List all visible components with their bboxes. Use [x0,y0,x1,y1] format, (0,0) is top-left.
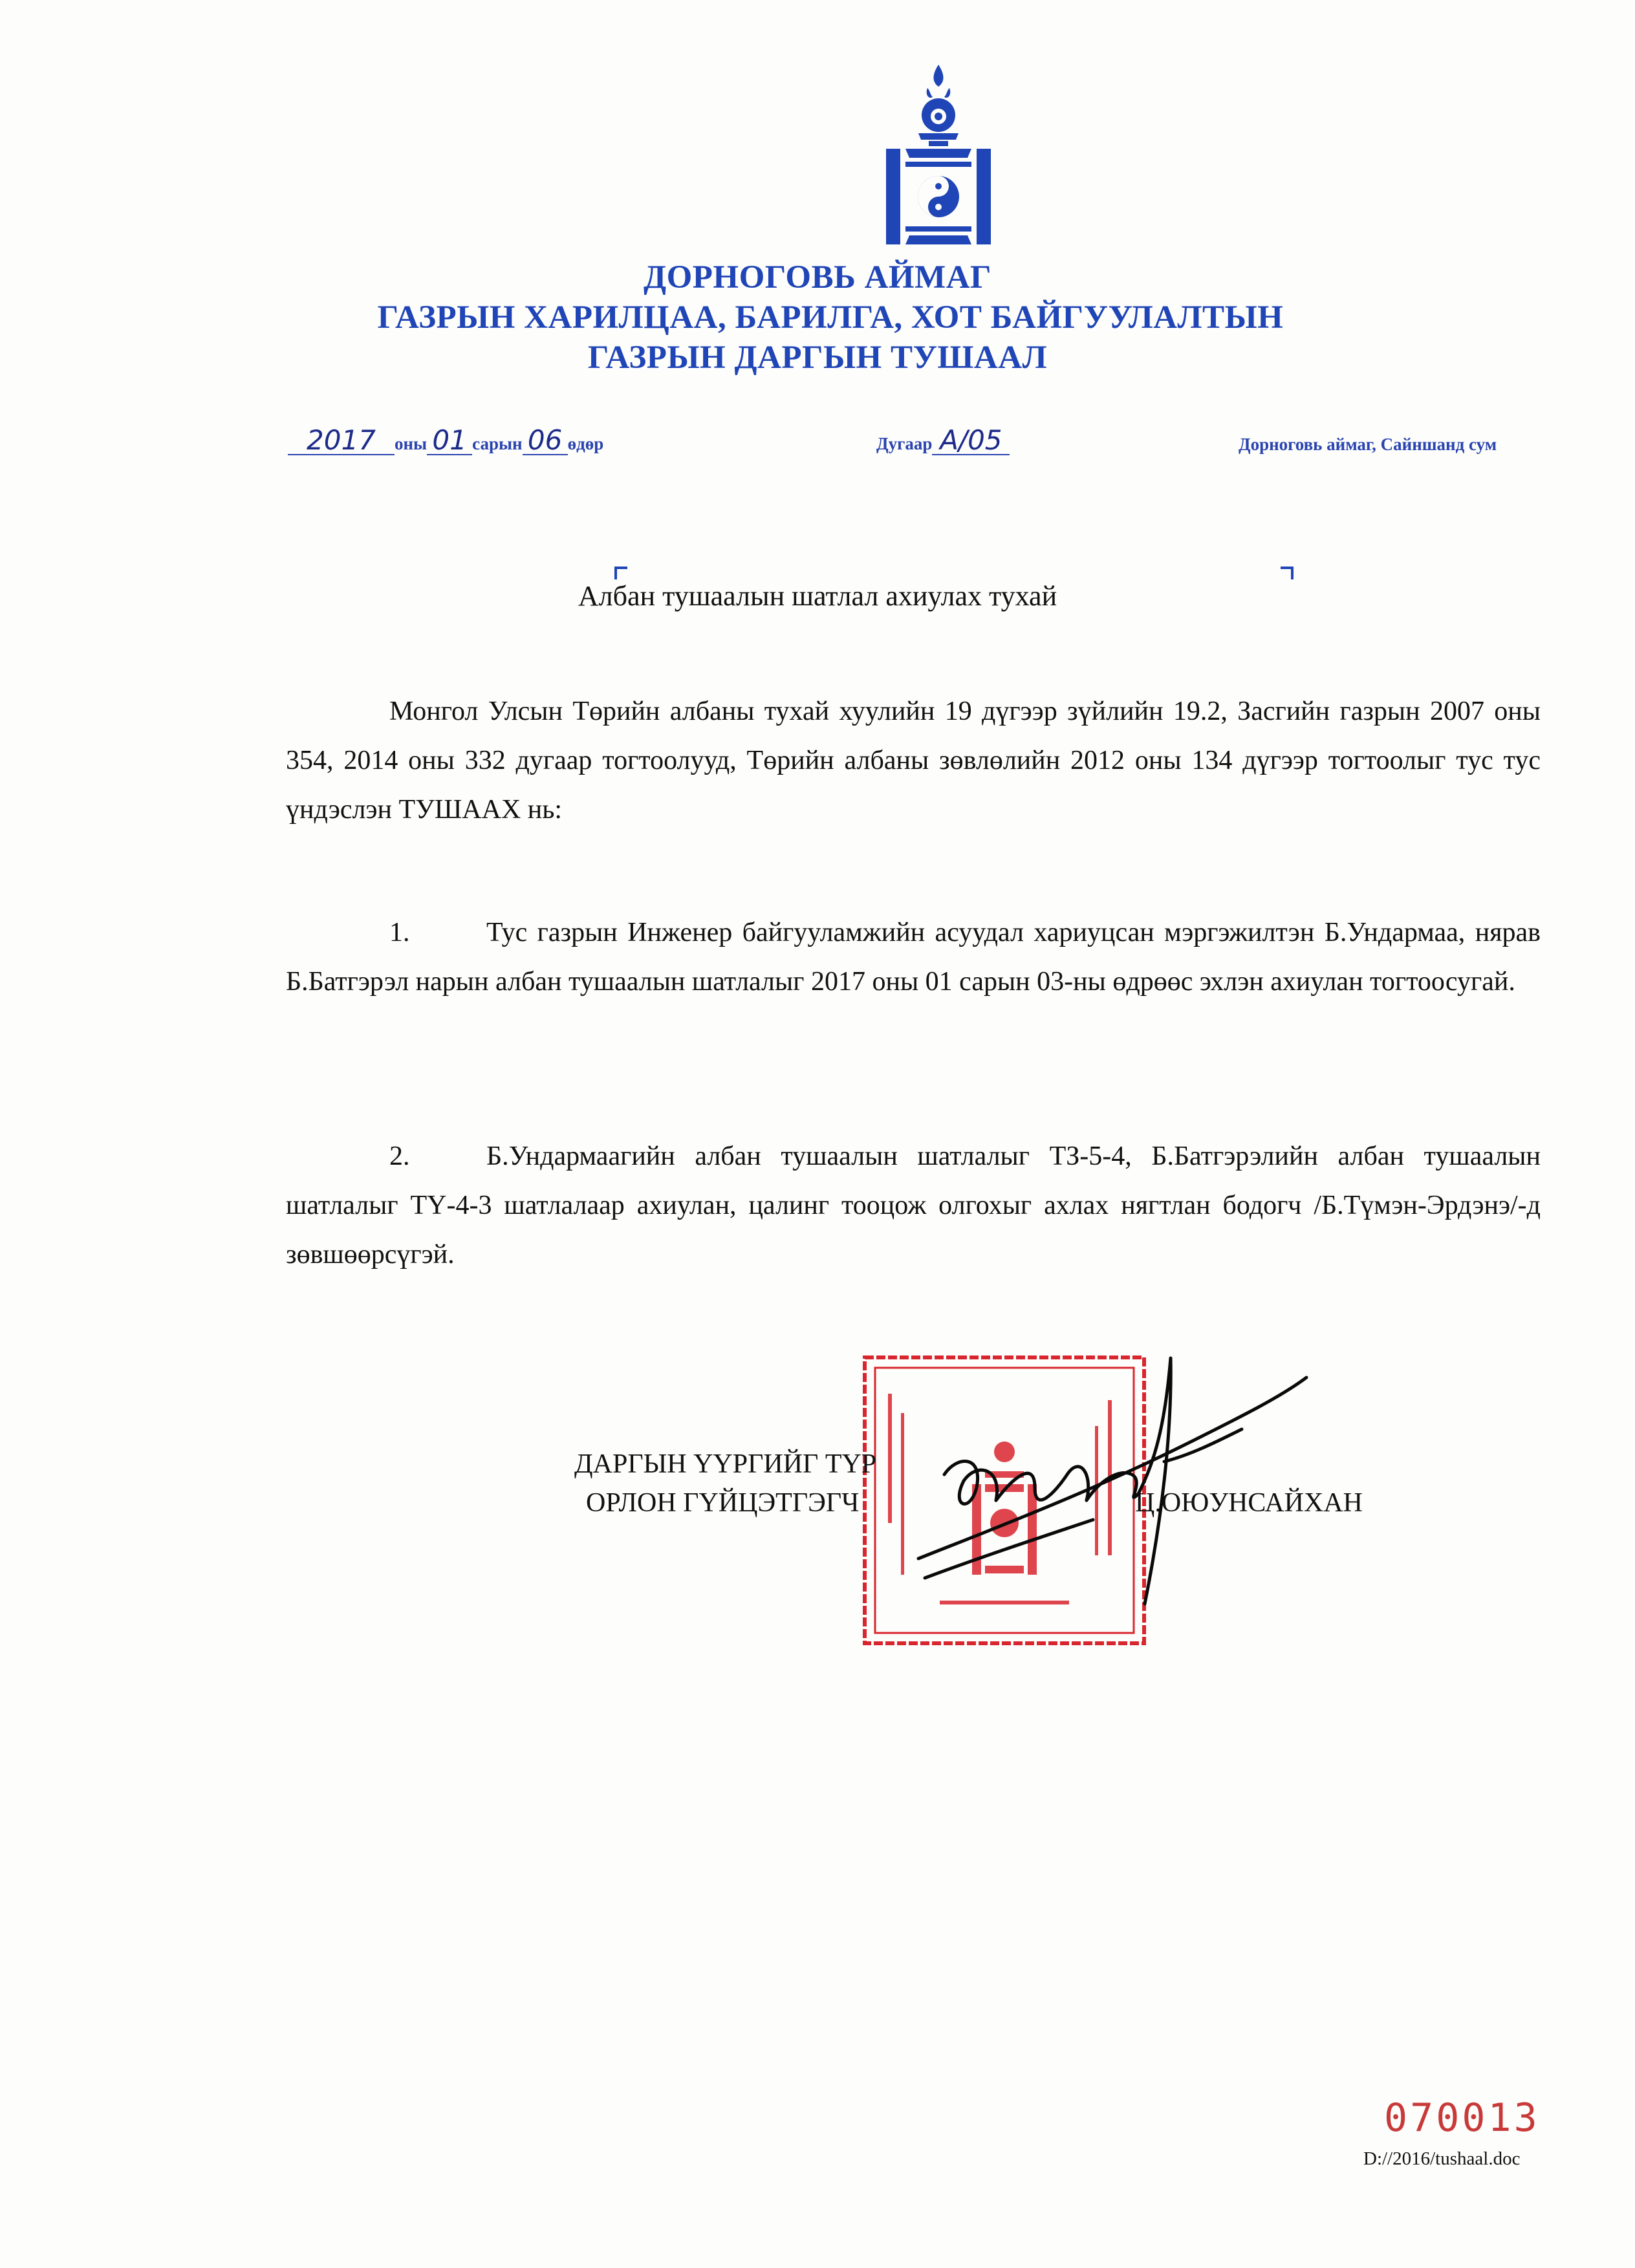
handwritten-signature [905,1345,1319,1617]
signatory-title-line-1: ДАРГЫН ҮҮРГИЙГ ТҮР [574,1449,877,1479]
document-number [876,424,1010,456]
footer-file-path: D://2016/tushaal.doc [1363,2148,1521,2169]
date-line [288,424,604,456]
signatory-name: Ц.ОЮУНСАЙХАН [1135,1488,1363,1518]
date-year-suffix: оны [395,434,428,453]
soyombo-emblem-icon [886,65,991,244]
order-item-text: Б.Ундармаагийн албан тушаалын шатлалыг ТЗ-5-4, Б.Батгэрэлийн албан тушаалын шатлалыг ТҮ-4-3 шатлалаар ахиулан, цалинг тооцож олгохыг ахлах нягтлан бодогч /Б.Түмэн-Эрдэнэ/-д зөвшөөрсүгэй. [286,1141,1541,1269]
document-subject: Албан тушаалын шатлал ахиулах тухай [578,580,1057,612]
subject-bracket-right [1281,567,1294,579]
header-line-1: ДОРНОГОВЬ АЙМАГ [644,259,991,296]
signatory-title-line-2: ОРЛОН ГҮЙЦЭТГЭГЧ [586,1488,860,1518]
date-month: 01 [427,427,472,455]
date-day-suffix: өдөр [567,434,604,453]
date-year: 2017 [288,427,395,455]
order-item-number: 2. [389,1141,410,1171]
footer-stamp-number: 070013 [1384,2095,1540,2141]
date-day: 06 [523,427,568,455]
order-item-number: 1. [389,918,410,947]
order-item [286,1132,1541,1279]
date-month-suffix: сарын [472,434,523,453]
order-item-text: Тус газрын Инженер байгууламжийн асуудал хариуцсан мэргэжилтэн Б.Ундармаа, нярав Б.Батгэрэл нарын албан тушаалын шатлалыг 2017 оны 01 сарын 03-ны өдрөөс эхлэн ахиулан тогтоосугай. [286,918,1541,997]
intro-paragraph: Монгол Улсын Төрийн албаны тухай хуулийн 19 дүгээр зүйлийн 19.2, Засгийн газрын 2007 оны 354, 2014 оны 332 дугаар тогтоолууд, Төрийн албаны зөвлөлийн 2012 оны 134 дүгээр тогтоолыг тус тус үндэслэн ТУШААХ нь: [286,697,1541,825]
document-location: Дорноговь аймаг, Сайншанд сум [1239,435,1497,454]
header-line-2: ГАЗРЫН ХАРИЛЦАА, БАРИЛГА, ХОТ БАЙГУУЛАЛТЫН [377,299,1284,336]
header-line-3: ГАЗРЫН ДАРГЫН ТУШААЛ [587,340,1048,376]
document-number-value: А/05 [932,427,1010,455]
order-item [286,908,1541,1006]
document-number-label: Дугаар [876,434,933,453]
subject-bracket-left [614,567,627,579]
